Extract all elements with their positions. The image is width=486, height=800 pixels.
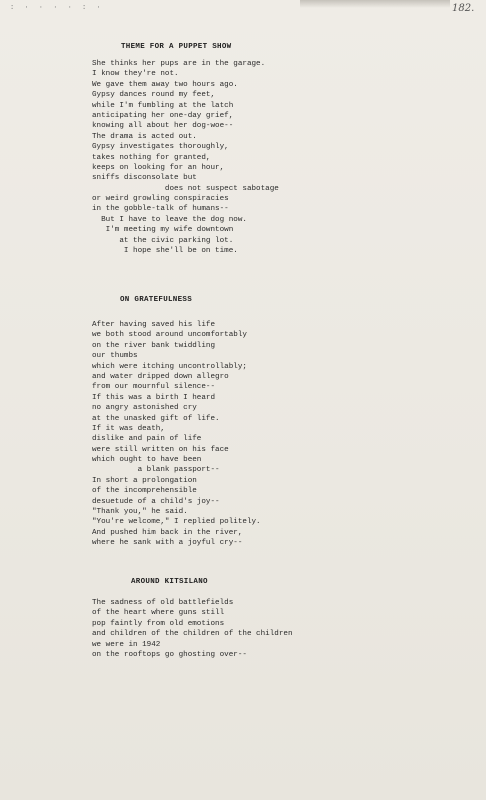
poem-line: on the river bank twiddling [92, 341, 216, 350]
poem-line: on the rooftops go ghosting over-- [92, 650, 247, 659]
poem-line: our thumbs [92, 352, 138, 361]
poem-line: If this was a birth I heard [92, 393, 216, 402]
poem-line: of the incomprehensible [92, 487, 197, 496]
poem-body-theme-for-a-puppet-show [92, 59, 279, 256]
poem-line: we both stood around uncomfortably [92, 331, 247, 340]
poem-line: from our mournful silence-- [92, 383, 216, 392]
poem-line: pop faintly from old emotions [92, 619, 225, 628]
poem-line: or weird growling conspiracies [92, 195, 229, 204]
poem-line: at the unasked gift of life. [92, 414, 220, 423]
poem-line: "Thank you," he said. [92, 508, 188, 517]
poem-line: I know they're not. [92, 70, 179, 79]
poem-line: no angry astonished cry [92, 404, 197, 413]
poem-line: But I have to leave the dog now. [92, 215, 247, 224]
poem-line: After having saved his life [92, 321, 216, 329]
poem-line: desuetude of a child's joy-- [92, 497, 220, 506]
poem-line: knowing all about her dog-woe-- [92, 122, 234, 131]
poem-line: which ought to have been [92, 456, 202, 465]
poem-line: She thinks her pups are in the garage. [92, 60, 266, 68]
poem-line: Gypsy dances round my feet, [92, 91, 216, 100]
poem-line: dislike and pain of life [92, 435, 202, 444]
poem-line: The sadness of old battlefields [92, 599, 234, 607]
poem-body-around-kitsilano [92, 598, 293, 660]
poem-line: and water dripped down allegro [92, 372, 229, 381]
poem-line: sniffs disconsolate but [92, 174, 197, 183]
poem-title-on-gratefulness: ON GRATEFULNESS [120, 296, 193, 304]
poem-body-on-gratefulness [92, 320, 261, 549]
poem-line: We gave them away two hours ago. [92, 80, 238, 89]
poem-line: keeps on looking for an hour, [92, 163, 225, 172]
paper-edge-shadow [300, 0, 450, 8]
poem-line: at the civic parking lot. [92, 236, 234, 245]
poem-line: I'm meeting my wife downtown [92, 226, 234, 235]
poem-line: a blank passport-- [92, 466, 220, 475]
poem-line: anticipating her one-day grief, [92, 111, 234, 120]
poem-line: The drama is acted out. [92, 132, 197, 141]
poem-line: I hope she'll be on time. [92, 247, 238, 256]
poem-line: does not suspect sabotage [92, 184, 279, 193]
poem-line: of the heart where guns still [92, 609, 225, 618]
poem-line: while I'm fumbling at the latch [92, 101, 234, 110]
poem-line: In short a prolongation [92, 476, 197, 485]
poem-title-around-kitsilano: AROUND KITSILANO [131, 578, 208, 586]
poem-line: and children of the children of the children [92, 630, 293, 639]
poem-line: which were itching uncontrollably; [92, 362, 247, 371]
poem-line: where he sank with a joyful cry-- [92, 539, 243, 548]
poem-line: we were in 1942 [92, 640, 161, 649]
page-number: 182. [452, 3, 475, 14]
poem-line: And pushed him back in the river, [92, 528, 243, 537]
poem-line: takes nothing for granted, [92, 153, 211, 162]
poem-line: If it was death, [92, 424, 165, 433]
poem-title-theme-for-a-puppet-show: THEME FOR A PUPPET SHOW [121, 43, 232, 51]
poem-line: in the gobble-talk of humans-- [92, 205, 229, 214]
poem-line: "You're welcome," I replied politely. [92, 518, 261, 527]
corner-marks: : · · · · : · [10, 4, 104, 12]
poem-line: were still written on his face [92, 445, 229, 454]
poem-line: Gypsy investigates thoroughly, [92, 143, 229, 152]
